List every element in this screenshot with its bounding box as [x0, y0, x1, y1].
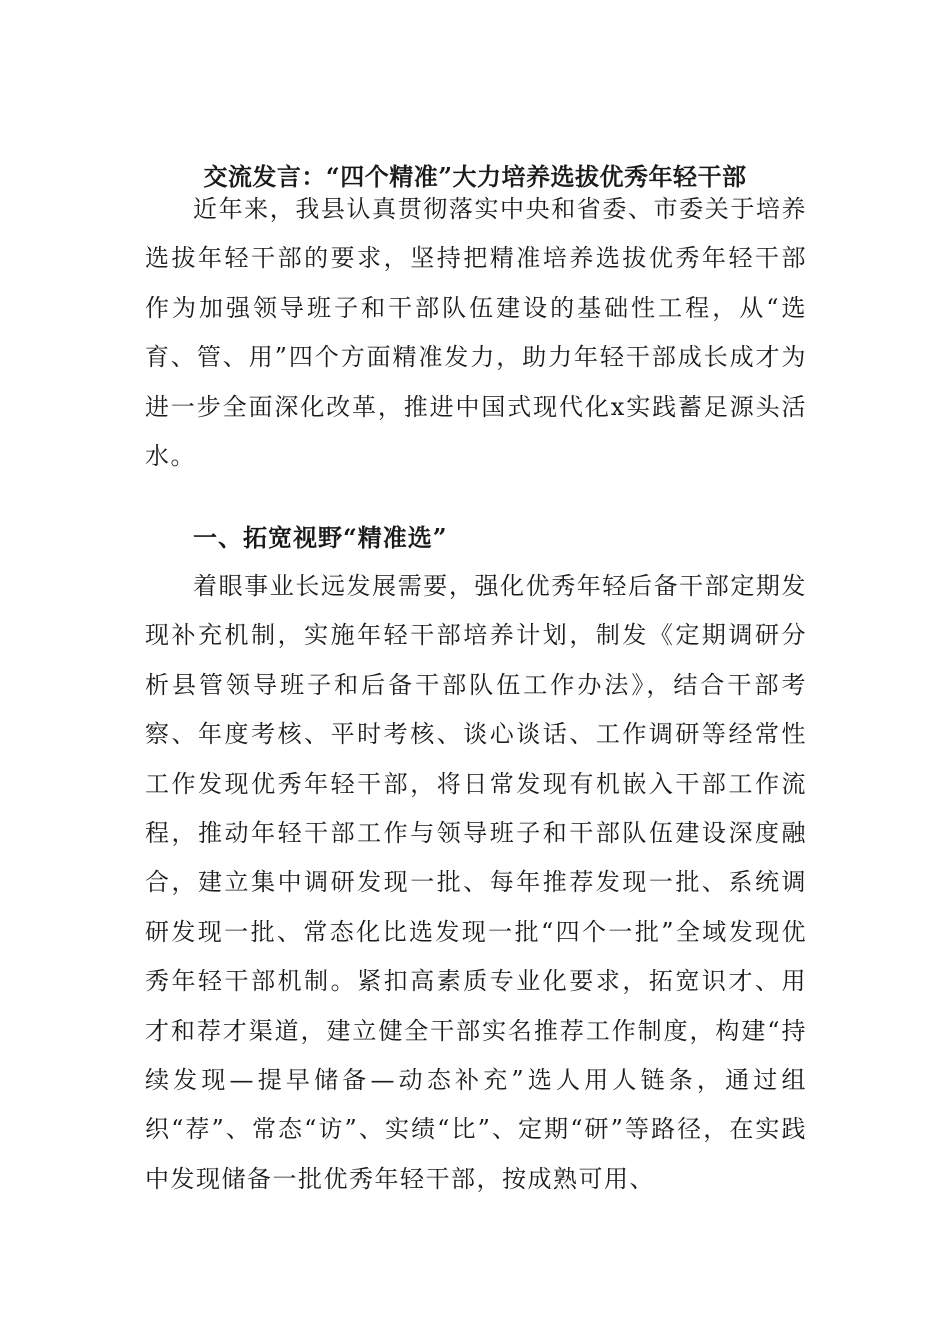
section-heading: 一、拓宽视野“精准选”	[193, 523, 448, 552]
document-title: 交流发言：“四个精准”大力培养选拔优秀年轻干部	[203, 162, 747, 191]
intro-paragraph: 近年来，我县认真贯彻落实中央和省委、市委关于培养选拔年轻干部的要求，坚持把精准培养选拔优秀年轻干部作为加强领导班子和干部队伍建设的基础性工程，从“选育、管、用”四个方面精准发力，助力年轻干部成长成才为进一步全面深化改革，推进中国式现代化x实践蓄足源头活水。	[145, 195, 807, 471]
body-paragraph: 着眼事业长远发展需要，强化优秀年轻后备干部定期发现补充机制，实施年轻干部培养计划，制发《定期调研分析县管领导班子和后备干部队伍工作办法》，结合干部考察、年度考核、平时考核、谈心谈话、工作调研等经常性工作发现优秀年轻干部，将日常发现有机嵌入干部工作流程，推动年轻干部工作与领导班子和干部队伍建设深度融合，建立集中调研发现一批、每年推荐发现一批、系统调研发现一批、常态化比选发现一批“四个一批”全域发现优秀年轻干部机制。紧扣高素质专业化要求，拓宽识才、用才和荐才渠道，建立健全干部实名推荐工作制度，构建“持续发现—提早储备—动态补充”选人用人链条，通过组织“荐”、常态“访”、实绩“比”、定期“研”等路径，在实践中发现储备一批优秀年轻干部，按成熟可用、	[145, 572, 807, 1193]
